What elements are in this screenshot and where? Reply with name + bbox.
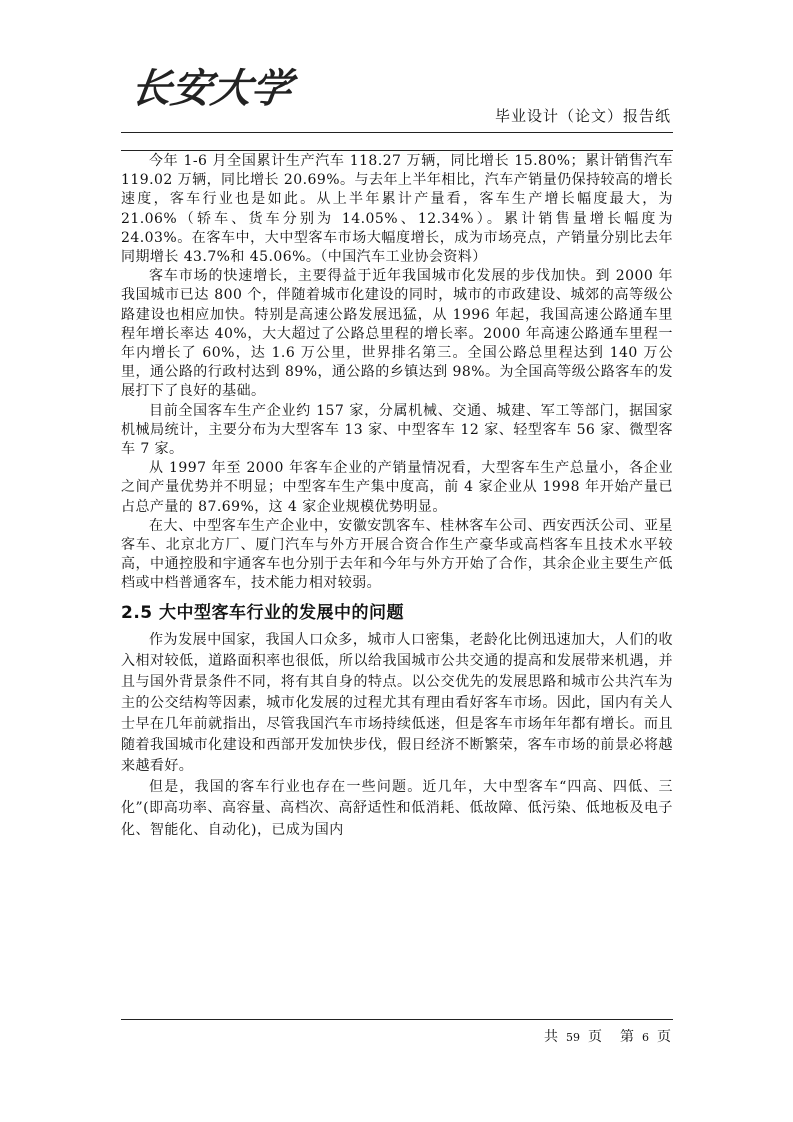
paragraph-industry-problems: 但是，我国的客车行业也存在一些问题。近几年，大中型客车“四高、四低、三化”(即高功率、高容量、高档次、高舒适性和低消耗、低故障、低污染、低地板及电子化、智能化、自动化)，已成为国内: [121, 779, 673, 838]
section-heading: 2.5 大中型客车行业的发展中的问题: [121, 602, 405, 623]
page-footer: [544, 1026, 671, 1046]
university-logo: [127, 62, 295, 112]
total-pages-number: 59: [566, 1031, 580, 1044]
current-page-label: 第: [620, 1029, 634, 1045]
paragraph-market-growth: 客车市场的快速增长，主要得益于近年我国城市化发展的步伐加快。到 2000 年我国城市已达 800 个，伴随着城市化建设的同时，城市的市政建设、城郊的高等级公路建设也相应加快。特别是高速公路发展迅猛，从 1996 年起，我国高速公路通车里程年增长率达 40%，大大超过了公路总里程的增长率。2000 年高速公路通车里程一年内增长了 60%，达 1.6 万公里，世界排名第三。全国公路总里程达到 140 万公里，通公路的行政村达到 89%，通公路的乡镇达到 98%。为全国高等级公路客车的发展打下了良好的基础。: [121, 268, 673, 400]
current-page-unit: 页: [657, 1029, 671, 1045]
total-pages-label: 共: [544, 1029, 558, 1045]
paragraph-manufacturers: 目前全国客车生产企业约 157 家，分属机械、交通、城建、军工等部门，据国家机械局统计，主要分布为大型客车 13 家、中型客车 12 家、轻型客车 56 家、微型客车 7 家。: [121, 402, 673, 458]
paragraph-output-concentration: 从 1997 年至 2000 年客车企业的产销量情况看，大型客车生产总量小，各企业之间产量优势并不明显；中型客车生产集中度高，前 4 家企业从 1998 年开始产量已占总产量的 87.69%，这 4 家企业规模优势明显。: [121, 460, 673, 515]
document-type-label: 毕业设计（论文）报告纸: [494, 107, 671, 125]
paragraph-production-stats: 今年 1-6 月全国累计生产汽车 118.27 万辆，同比增长 15.80%；累计销售汽车 119.02 万辆，同比增长 20.69%。与去年上半年相比，汽车产销量仍保持较高的增长速度，客车行业也是如此。从上半年累计产量看，客车生产增长幅度最大，为 21.06%（轿车、货车分别为 14.05%、12.34%）。累计销售量增长幅度为 24.03%。在客车中，大中型客车市场大幅度增长，成为市场亮点，产销量分别比去年同期增长 43.7%和 45.06%。（中国汽车工业协会资料）: [121, 153, 673, 266]
current-page-number: 6: [642, 1031, 649, 1044]
paragraph-joint-ventures: 在大、中型客车生产企业中，安徽安凯客车、桂林客车公司、西安西沃公司、亚星客车、北京北方厂、厦门汽车与外方开展合资合作生产豪华或高档客车且技术水平较高，中通控股和宇通客车也分别于去年和今年与外方开始了合作，其余企业主要生产低档或中档普通客车，技术能力相对较弱。: [121, 517, 673, 592]
total-pages-unit: 页: [588, 1029, 602, 1045]
svg-text:长安大学: 长安大学: [127, 65, 295, 112]
header-rule: [121, 132, 673, 133]
page-body: [121, 152, 673, 841]
header-rule-secondary: [121, 150, 673, 151]
footer-rule: [121, 1019, 673, 1020]
paragraph-development-context: 作为发展中国家，我国人口众多，城市人口密集，老龄化比例迅速加大，人们的收入相对较低，道路面积率也很低，所以给我国城市公共交通的提高和发展带来机遇，并且与国外背景条件不同，将有其自身的特点。以公交优先的发展思路和城市公共汽车为主的公交结构等因素，城市化发展的过程尤其有理由看好客车市场。因此，国内有关人士早在几年前就指出，尽管我国汽车市场持续低迷，但是客车市场年年都有增长。而且随着我国城市化建设和西部开发加快步伐，假日经济不断繁荣，客车市场的前景必将越来越看好。: [121, 631, 673, 775]
